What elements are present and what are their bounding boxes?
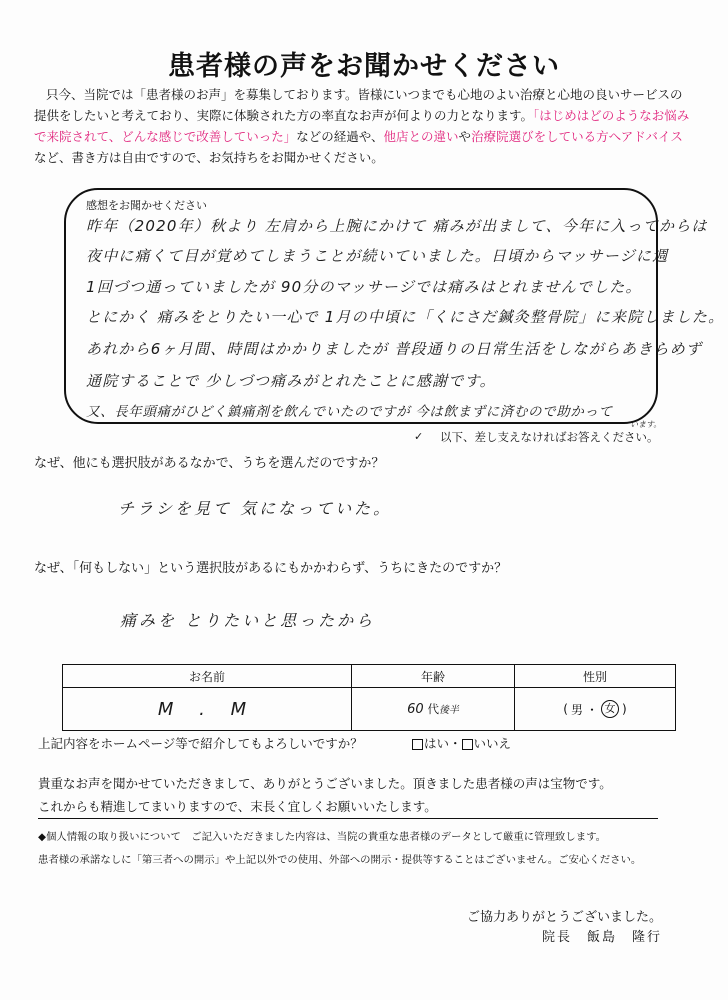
age-number: 60 [407, 702, 424, 717]
closing-message: ご協力ありがとうございました。 [466, 910, 662, 925]
gender-female-circled: 女 [601, 700, 619, 718]
permission-yes-label: はい [424, 736, 450, 751]
privacy-line-2: 患者様の承諾なしに「第三者への開示」や上記以外での使用、外部への開示・提供等することはございません。ご安心ください。 [38, 854, 642, 866]
age-unit: 代 [427, 702, 439, 716]
feedback-line-6: 通院することで 少しづつ痛みがとれたことに感謝です。 [86, 372, 496, 390]
permission-separator: ・ [449, 736, 462, 751]
age-suffix: 後半 [438, 705, 459, 716]
consent-check-mark: ✓ [414, 430, 424, 443]
feedback-line-3: 1回づつ通っていましたが 90分のマッサージでは痛みはとれませんでした。 [86, 278, 642, 296]
question-2: なぜ、「何もしない」という選択肢があるにもかかわらず、うちにきたのですか？ [34, 561, 508, 576]
gender-cell [515, 688, 676, 731]
divider [38, 818, 658, 819]
name-cell [63, 688, 352, 731]
feedback-label: 感想をお聞かせください [86, 199, 207, 212]
intro-text-1: 只今、当院では「患者様のお声」を募集しております。皆様にいつまでも心地のよい治療と心地の良いサービスの提供をしたいと考えており、実際に体験された方の率直なお声が何よりの力となります。 [34, 87, 683, 123]
feedback-line-7: 又、長年頭痛がひどく鎮痛剤を飲んでいたのですが 今は飲まずに済むので助かって [86, 404, 613, 420]
answer-2: 痛みを とりたいと思ったから [120, 611, 376, 630]
gender-header: 性別 [515, 665, 676, 688]
question-1: なぜ、他にも選択肢があるなかで、うちを選んだのですか？ [34, 456, 385, 471]
page-title: 患者様の声をお聞かせください [168, 51, 560, 82]
feedback-small-note: います。 [630, 420, 662, 429]
thanks-line-2: これからも精進してまいりますので、末長く宜しくお願いいたします。 [38, 799, 437, 814]
consent-note: 以下、差し支えなければお答えください。 [440, 430, 659, 444]
intro-text-2: などの経過や、 [296, 129, 384, 144]
answer-1: チラシを見て 気になっていた。 [118, 499, 393, 518]
privacy-notice [38, 826, 641, 872]
feedback-line-1: 昨年（2020年）秋より 左肩から上腕にかけて 痛みが出まして、今年に入ってからは [86, 217, 708, 235]
feedback-line-2: 夜中に痛くて目が覚めてしまうことが続いていました。日頃からマッサージに週 [86, 247, 669, 265]
intro-highlight-2: 他店との違い [383, 129, 459, 144]
age-cell [352, 688, 515, 731]
patient-info-table [62, 664, 676, 731]
patient-name: M . M [157, 698, 257, 720]
intro-highlight-1: 「はじめはどのようなお悩みで来院されて、どんな感じで改善していった」 [34, 108, 690, 144]
intro-text-3: や [458, 129, 472, 144]
intro-paragraph [34, 84, 694, 168]
permission-no-label: いいえ [473, 736, 512, 751]
name-header: お名前 [63, 665, 352, 688]
thanks-line-1: 貴重なお声を聞かせていただきまして、ありがとうございました。頂きました患者様の声は宝物です。 [38, 776, 612, 791]
director-signature: 院長 飯島 隆行 [541, 930, 662, 945]
permission-question: 上記内容をホームページ等で紹介してもよろしいですか？ [38, 736, 363, 751]
thanks-message [38, 772, 612, 818]
checkbox-no-icon [462, 739, 473, 750]
gender-male: 男 [570, 702, 583, 717]
intro-text-4: など、書き方は自由ですので、お気持ちをお聞かせください。 [34, 150, 384, 165]
feedback-line-4: とにかく 痛みをとりたい一心で 1月の中頃に「くにさだ鍼灸整骨院」に来院しました。 [86, 308, 725, 326]
age-header: 年齢 [352, 665, 515, 688]
privacy-line-1: ◆個人情報の取り扱いについて ご記入いただきました内容は、当院の貴重な患者様のデータとして厳重に管理致します。 [38, 831, 607, 843]
intro-highlight-3: 治療院選びをしている方へアドバイス [471, 129, 683, 144]
gender-options: ( 男 ・ 女 ) [563, 702, 627, 717]
feedback-line-5: あれから6ヶ月間、時間はかかりましたが 普段通りの日常生活をしながらあきらめず [86, 340, 703, 358]
gender-separator: ・ [586, 702, 599, 717]
checkbox-yes-icon [412, 739, 423, 750]
permission-options [412, 734, 511, 752]
